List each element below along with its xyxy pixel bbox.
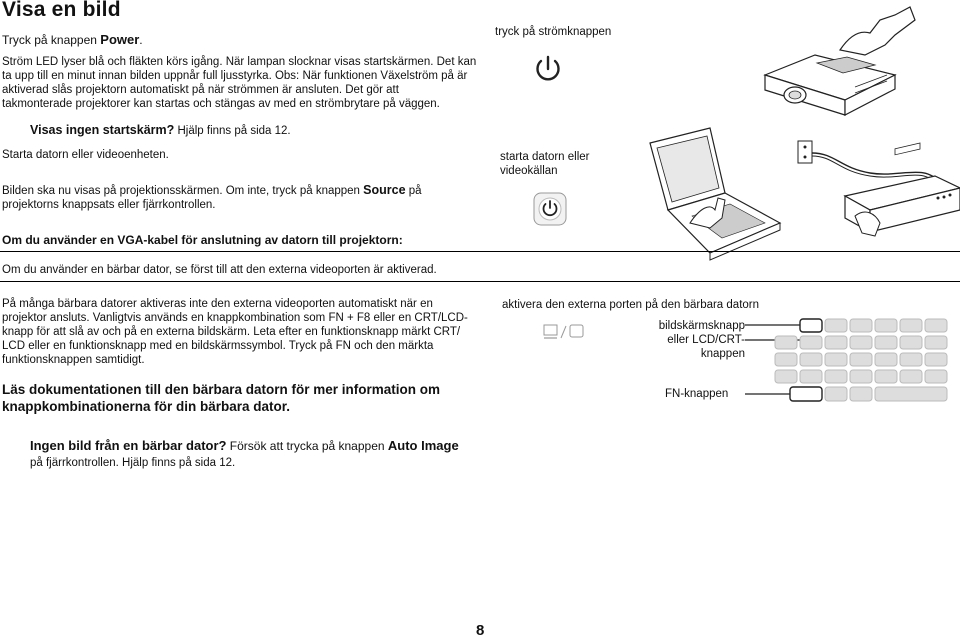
start-caption-line: starta datorn eller [500, 151, 590, 163]
keyboard-illustration [745, 318, 960, 408]
projector-illustration [755, 15, 955, 125]
source-line-2: projektorns knappsats eller fjärrkontrollen. [2, 199, 216, 211]
no-image-heading: Ingen bild från en bärbar dator? [30, 438, 227, 453]
no-start-heading-line [30, 123, 291, 137]
laptop-line: knapp för att slå av och på en externa bildskärm. Leta efter en funktionsknapp märkt CRT/ [2, 326, 461, 338]
start-caption-line: videokällan [500, 165, 558, 177]
divider [0, 281, 960, 282]
source-prefix: Bilden ska nu visas på projektionsskärmen. Om inte, tryck på knappen [2, 185, 364, 197]
start-caption [500, 150, 590, 178]
display-key-label-line: eller LCD/CRT- [667, 334, 745, 346]
laptop-line: LCD eller en funktionsknapp med en bildskärmssymbol. Tryck på FN och den märkta [2, 340, 434, 352]
page-title: Visa en bild [2, 0, 121, 21]
intro-line: takmonterade projektorer kan startas och stängas av med en strömbrytare på väggen. [2, 98, 440, 110]
start-device-text: Starta datorn eller videoenheten. [2, 149, 169, 161]
laptop-caption: aktivera den externa porten på den bärbara datorn [502, 299, 760, 311]
docs-note [2, 381, 440, 415]
laptop-line: funktionsknappen samtidigt. [2, 354, 145, 366]
intro-line: ta upp till en minut innan bilden uppnår full ljusstyrka. Obs: När funktionen Växelström på är [2, 70, 468, 82]
no-image-note [30, 437, 459, 472]
laptop-video-illustration [630, 128, 960, 268]
vga-heading: Om du använder en VGA-kabel för anslutning av datorn till projektorn: [2, 233, 403, 247]
vga-text: Om du använder en bärbar dator, se först till att den externa videoporten är aktiverad. [2, 264, 437, 276]
intro-prefix: Tryck på knappen [2, 33, 101, 47]
no-start-heading: Visas ingen startskärm? [30, 123, 175, 137]
help-reference: Hjälp finns på sida 12. [174, 125, 291, 137]
docs-note-line: Läs dokumentationen till den bärbara datorn för mer information om [2, 382, 441, 397]
intro-line: Ström LED lyser blå och fläkten körs igång. När lampan slocknar visas startskärmen. Det kan [2, 56, 477, 68]
source-keyword: Source [363, 183, 406, 197]
divider [0, 251, 960, 252]
page-number: 8 [476, 622, 485, 639]
no-image-line-2: på fjärrkontrollen. Hjälp finns på sida 12. [30, 457, 236, 469]
power-icon [533, 54, 563, 84]
laptop-paragraph [2, 297, 482, 367]
intro-instruction [2, 33, 143, 47]
no-image-mid: Försök att trycka på knappen [226, 439, 388, 453]
source-paragraph [2, 183, 422, 212]
fn-key-label: FN-knappen [665, 388, 729, 400]
intro-line: aktiverad slås projektorn automatiskt på när strömmen är ansluten. Det gör att [2, 84, 399, 96]
display-toggle-icon [543, 324, 585, 340]
auto-image-keyword: Auto Image [387, 438, 459, 453]
intro-paragraph [2, 55, 482, 111]
display-key-label [620, 319, 745, 361]
power-caption: tryck på strömknappen [495, 26, 612, 38]
no-image-line [30, 437, 459, 455]
source-line [2, 183, 422, 198]
power-button-icon [533, 192, 567, 226]
docs-note-line: knappkombinationerna för din bärbara dator. [2, 399, 291, 414]
source-suffix: på [405, 185, 422, 197]
display-key-label-line: knappen [700, 348, 745, 360]
intro-suffix: . [139, 33, 143, 47]
laptop-line: På många bärbara datorer aktiveras inte den externa videoporten automatiskt när en [2, 298, 433, 310]
laptop-line: projektor ansluts. Vanligtvis används en knappkombination som FN + F8 eller en CRT/LCD- [2, 312, 468, 324]
display-key-label-line: bildskärmsknapp [658, 320, 745, 332]
power-keyword: Power [100, 32, 140, 47]
